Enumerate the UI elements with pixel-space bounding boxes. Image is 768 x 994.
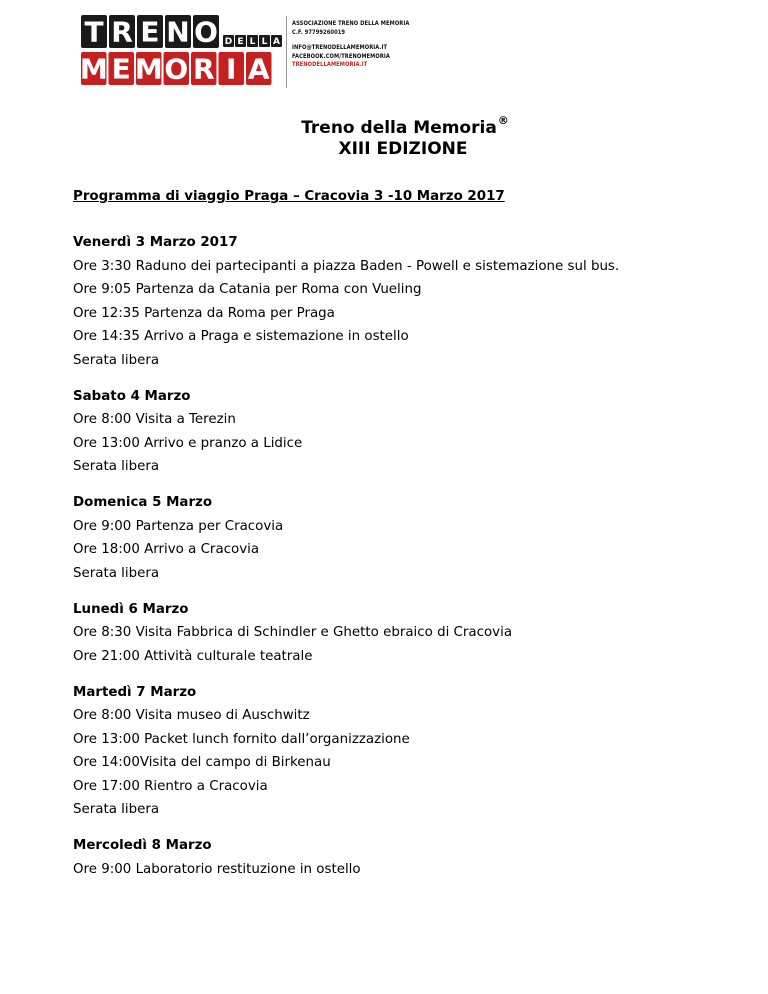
svg-text:E: E bbox=[237, 37, 244, 48]
schedule-item: Serata libera bbox=[73, 352, 160, 368]
schedule-item: Serata libera bbox=[73, 802, 160, 817]
logo-divider bbox=[286, 16, 287, 88]
schedule-item: Serata libera bbox=[73, 565, 160, 581]
website-link: TRENODELLAMEMORIA.IT bbox=[292, 61, 368, 69]
schedule-item: Ore 3:30 Raduno dei partecipanti a piazza Baden - Powell e sistemazione sul bus. bbox=[73, 258, 620, 274]
logo-letter: E bbox=[140, 15, 160, 49]
program-title: Programma di viaggio Praga – Cracovia 3 -10 Marzo 2017 bbox=[73, 189, 505, 204]
svg-text:D: D bbox=[224, 37, 233, 48]
day-list bbox=[73, 233, 713, 880]
svg-text:L: L bbox=[249, 37, 256, 48]
schedule-item: Ore 9:05 Partenza da Catania per Roma con Vueling bbox=[73, 282, 422, 297]
document-title bbox=[0, 110, 768, 160]
day-section bbox=[73, 493, 713, 584]
program-content bbox=[73, 187, 713, 896]
logo-letter: E bbox=[111, 52, 131, 86]
logo-letter: R bbox=[111, 15, 133, 49]
day-title: Lunedì 6 Marzo bbox=[73, 601, 189, 617]
logo-tile-memoria bbox=[109, 52, 135, 86]
logo-letter: M bbox=[79, 52, 108, 86]
logo-letter: N bbox=[166, 15, 190, 49]
logo-tile-memoria bbox=[80, 52, 108, 86]
fiscal-code: C.F. 97799260019 bbox=[292, 28, 346, 36]
logo-tile-treno bbox=[81, 15, 107, 49]
association-name: ASSOCIAZIONE TRENO DELLA MEMORIA bbox=[292, 20, 410, 27]
schedule-item: Ore 8:00 Visita museo di Auschwitz bbox=[73, 708, 310, 723]
schedule-item: Ore 12:35 Partenza da Roma per Praga bbox=[73, 305, 335, 321]
logo-letter: T bbox=[84, 15, 104, 49]
logo-tile-memoria bbox=[191, 52, 217, 86]
schedule-item: Ore 14:35 Arrivo a Praga e sistemazione in ostello bbox=[73, 329, 409, 344]
schedule-item: Ore 13:00 Arrivo e pranzo a Lidice bbox=[73, 435, 303, 451]
schedule-item: Ore 17:00 Rientro a Cracovia bbox=[73, 778, 268, 794]
day-section bbox=[73, 836, 713, 880]
day-section bbox=[73, 387, 713, 478]
facebook-link: FACEBOOK.COM/TRENOMEMORIA bbox=[292, 52, 391, 60]
schedule-item: Ore 21:00 Attività culturale teatrale bbox=[73, 648, 313, 664]
logo-tile-treno bbox=[193, 15, 219, 49]
logo-tile-memoria bbox=[135, 52, 163, 86]
logo-letter: R bbox=[192, 52, 215, 86]
day-section bbox=[73, 233, 713, 371]
day-title: Venerdì 3 Marzo 2017 bbox=[73, 235, 238, 250]
contact-email: INFO@TRENODELLAMEMORIA.IT bbox=[292, 44, 388, 52]
logo-tile-della bbox=[235, 35, 246, 47]
logo-letter: A bbox=[247, 52, 270, 86]
schedule-item: Ore 9:00 Laboratorio restituzione in ostello bbox=[73, 861, 361, 877]
day-title: Mercoledì 8 Marzo bbox=[73, 838, 212, 853]
schedule-item: Ore 8:30 Visita Fabbrica di Schindler e Ghetto ebraico di Cracovia bbox=[73, 625, 513, 640]
schedule-item: Ore 18:00 Arrivo a Cracovia bbox=[73, 542, 260, 557]
logo-letter: M bbox=[134, 52, 163, 86]
logo-tile-memoria bbox=[246, 52, 272, 86]
svg-text:A: A bbox=[273, 37, 280, 48]
logo-tile-memoria bbox=[164, 52, 190, 86]
logo-tile-memoria bbox=[219, 52, 245, 86]
day-section bbox=[73, 600, 713, 667]
logo-tile-della bbox=[223, 35, 234, 47]
svg-text:L: L bbox=[261, 37, 268, 48]
logo-letter: I bbox=[226, 52, 237, 86]
day-title: Domenica 5 Marzo bbox=[73, 495, 213, 510]
logo-tile-della bbox=[271, 35, 282, 47]
treno-della-memoria-logo bbox=[78, 13, 288, 88]
registered-mark: ® bbox=[497, 114, 509, 127]
day-title: Sabato 4 Marzo bbox=[73, 388, 191, 404]
logo-tile-della bbox=[259, 35, 270, 47]
day-section bbox=[73, 683, 713, 821]
day-title: Martedì 7 Marzo bbox=[73, 684, 197, 700]
logo-letter: O bbox=[164, 52, 189, 86]
schedule-item: Ore 14:00Visita del campo di Birkenau bbox=[73, 755, 331, 770]
logo-tile-della bbox=[247, 35, 258, 47]
logo-tile-treno bbox=[109, 15, 135, 49]
schedule-item: Ore 9:00 Partenza per Cracovia bbox=[73, 518, 284, 534]
logo-tile-treno bbox=[165, 15, 191, 49]
schedule-item: Ore 13:00 Packet lunch fornito dall’organizzazione bbox=[73, 731, 410, 747]
schedule-item: Serata libera bbox=[73, 459, 160, 474]
title-text: Treno della Memoria bbox=[301, 118, 497, 138]
logo-tile-treno bbox=[137, 15, 163, 49]
logo-letter: O bbox=[194, 15, 218, 49]
schedule-item: Ore 8:00 Visita a Terezin bbox=[73, 412, 236, 427]
logo-header bbox=[78, 13, 410, 88]
edition-text: XIII EDIZIONE bbox=[338, 139, 468, 159]
logo-contact-info bbox=[292, 20, 415, 70]
